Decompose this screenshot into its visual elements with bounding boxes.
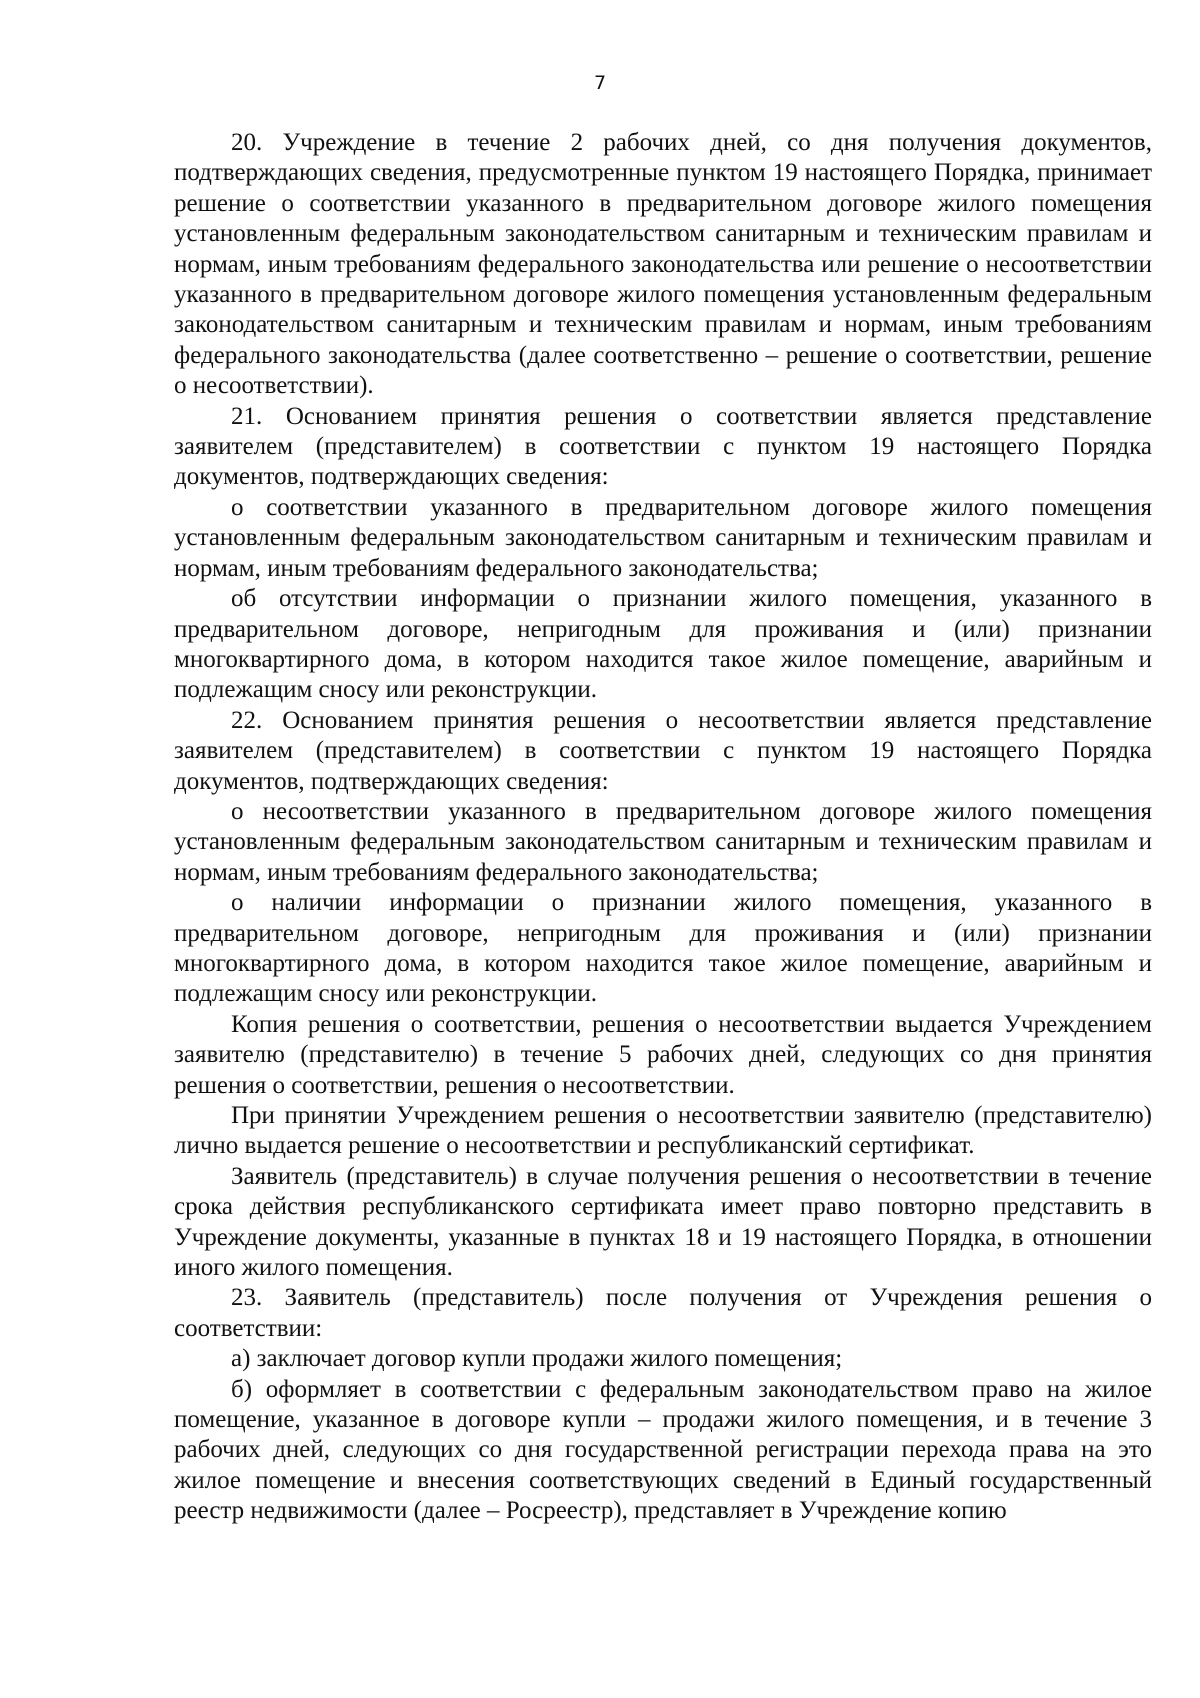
paragraph-22: 22. Основанием принятия решения о несоответствии является представление заявителем (представителем) в соответствии с пунктом 19 настоящего Порядка документов, подтверждающих сведения: bbox=[174, 706, 1152, 795]
paragraph-21-item-2: об отсутствии информации о признании жилого помещения, указанного в предварительном договоре, непригодным для проживания и (или) признании многоквартирного дома, в котором находится такое жилое помещение, аварийным и подлежащим сносу или реконструкции. bbox=[174, 585, 1152, 704]
paragraph-22-item-2: о наличии информации о признании жилого помещения, указанного в предварительном договоре, непригодным для проживания и (или) признании многоквартирного дома, в котором находится такое жилое помещение, аварийным и подлежащим сносу или реконструкции. bbox=[174, 889, 1152, 1008]
paragraph-23-item-a: а) заключает договор купли продажи жилого помещения; bbox=[231, 1345, 843, 1373]
page-number: 7 bbox=[593, 72, 607, 94]
paragraph-resubmission-right: Заявитель (представитель) в случае получения решения о несоответствии в течение срока действия республиканского сертификата имеет право повторно представить в Учреждение документы, указанные в пунктах 18 и 19 настоящего Порядка, в отношении иного жилого помещения. bbox=[174, 1162, 1152, 1282]
paragraph-23-item-b: б) оформляет в соответствии с федеральным законодательством право на жилое помещение, указанное в договоре купли – продажи жилого помещения, и в течение 3 рабочих дней, следующих со дня государственной регистрации перехода права на это жилое помещение и внесения соответствующих сведений в Единый государственный реестр недвижимости (далее – Росреестр), представляет в Учреждение копию bbox=[174, 1375, 1152, 1525]
paragraph-23: 23. Заявитель (представитель) после получения от Учреждения решения о соответствии: bbox=[174, 1284, 1152, 1342]
document-body bbox=[174, 128, 1152, 1527]
paragraph-22-item-1: о несоответствии указанного в предварительном договоре жилого помещения установленным федеральным законодательством санитарным и техническим правилам и нормам, иным требованиям федерального законодательства; bbox=[174, 797, 1152, 886]
paragraph-21: 21. Основанием принятия решения о соответствии является представление заявителем (представителем) в соответствии с пунктом 19 настоящего Порядка документов, подтверждающих сведения: bbox=[174, 402, 1152, 491]
paragraph-copy-of-decision: Копия решения о соответствии, решения о несоответствии выдается Учреждением заявителю (представителю) в течение 5 рабочих дней, следующих со дня принятия решения о соответствии, решения о несоответствии. bbox=[174, 1010, 1152, 1099]
paragraph-20: 20. Учреждение в течение 2 рабочих дней, со дня получения документов, подтверждающих сведения, предусмотренные пунктом 19 настоящего Порядка, принимает решение о соответствии указанного в предварительном договоре жилого помещения установленным федеральным законодательством санитарным и техническим правилам и нормам, иным требованиям федерального законодательства или решение о несоответствии указанного в предварительном договоре жилого помещения установленным федеральным законодательством санитарным и техническим правилам и нормам, иным требованиям федерального законодательства (далее соответственно – решение о соответствии, решение о несоответствии). bbox=[174, 129, 1152, 400]
paragraph-21-item-1: о соответствии указанного в предварительном договоре жилого помещения установленным федеральным законодательством санитарным и техническим правилам и нормам, иным требованиям федерального законодательства; bbox=[174, 493, 1152, 582]
paragraph-noncompliance-issuance: При принятии Учреждением решения о несоответствии заявителю (представителю) лично выдается решение о несоответствии и республиканский сертификат. bbox=[174, 1102, 1152, 1160]
